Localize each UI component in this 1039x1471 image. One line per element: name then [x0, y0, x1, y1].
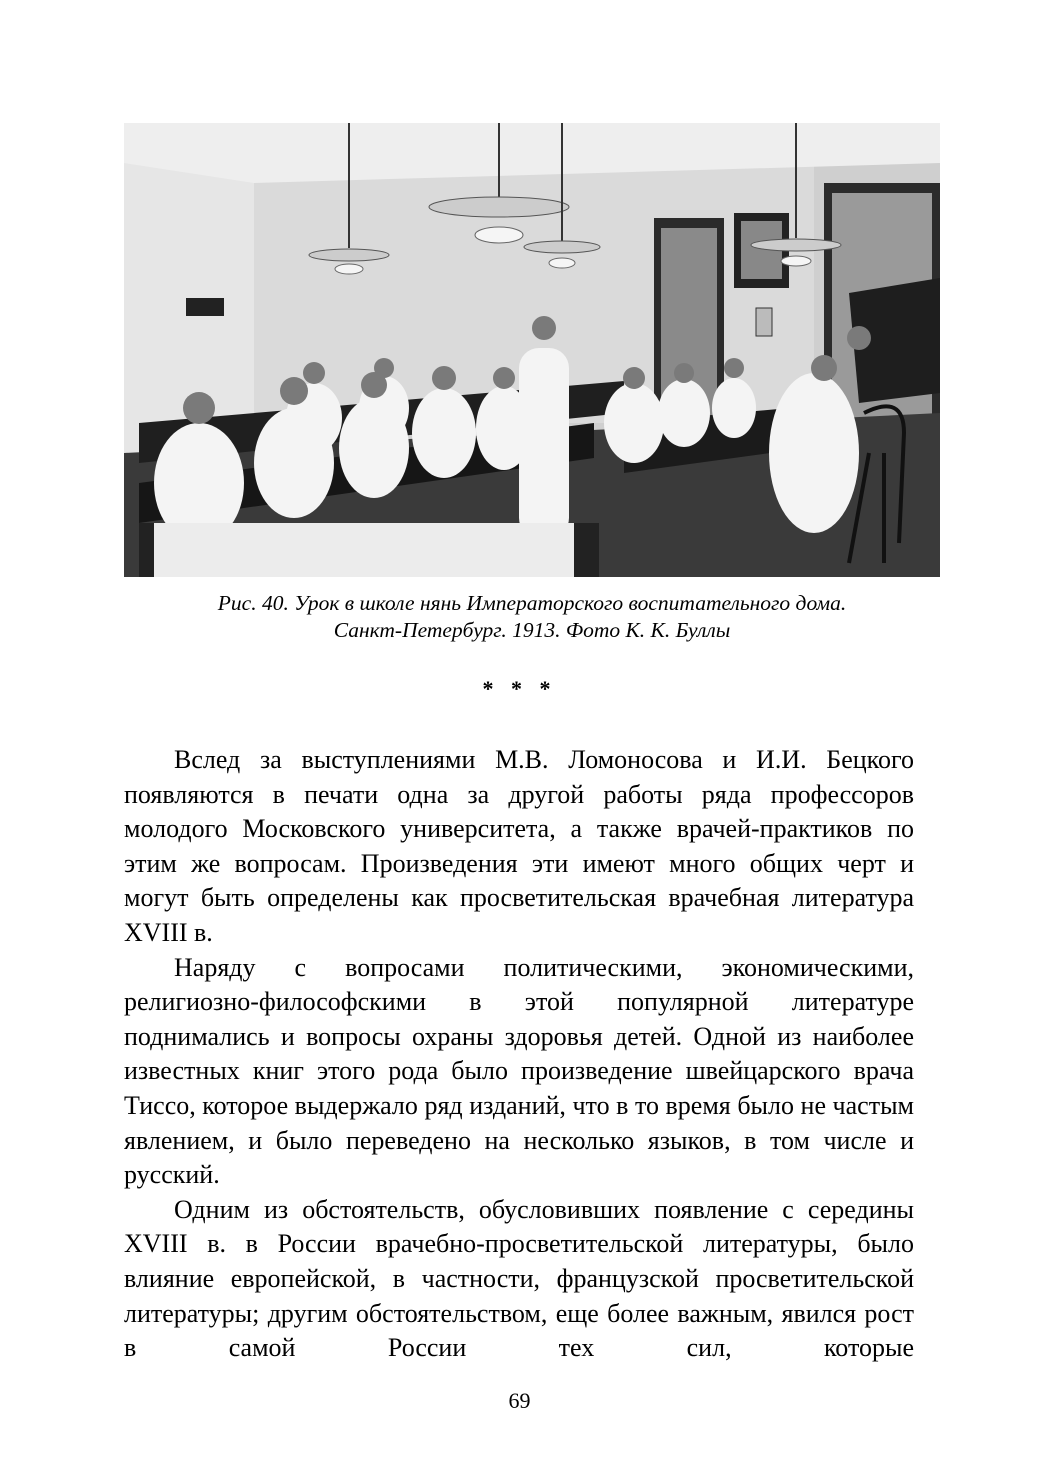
classroom-photo [124, 123, 940, 577]
caption-line-2: Санкт-Петербург. 1913. Фото К. К. Буллы [333, 618, 731, 642]
paragraph-3: Одним из обстоятельств, обусловивших появление с середины XVIII в. в России врачебно-просветительской литературы, было влияние европейской, в частности, французской просветительской литературы; другим обстоятельством, еще более важным, явился рост в самой России тех сил, которые [124, 1194, 914, 1363]
caption-line-1: Рис. 40. Урок в школе нянь Императорского воспитательного дома. [217, 591, 847, 615]
main-text [124, 743, 914, 1366]
page-number: 69 [508, 1388, 531, 1413]
section-separator: * * * [482, 676, 557, 701]
figure-caption [124, 590, 940, 644]
paragraph-1: Вслед за выступлениями М.В. Ломоносова и И.И. Бецкого появляются в печати одна за другой работы ряда профессоров молодого Московского университета, а также врачей-практиков по этим же вопросам. Произведения эти имеют много общих черт и могут быть определены как просветительская врачебная литература XVIII в. [124, 745, 914, 947]
paragraph-2: Наряду с вопросами политическими, экономическими, религиозно-философскими в этой популярной литературе поднимались и вопросы охраны здоровья детей. Одной из наиболее известных книг этого рода было произведение швейцарского врача Тиссо, которое выдержало ряд изданий, что в то время было не частым явлением, и было переведено на несколько языков, в том числе и русский. [124, 952, 914, 1190]
